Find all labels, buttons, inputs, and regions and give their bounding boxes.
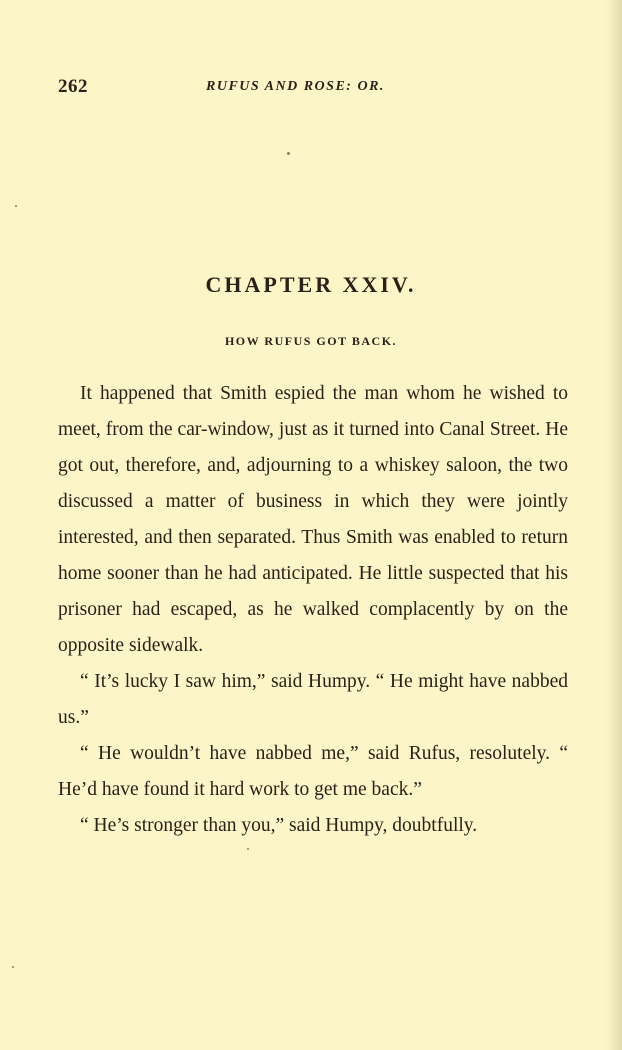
running-head bbox=[58, 76, 438, 102]
paragraph: “ He wouldn’t have nabbed me,” said Rufus, resolutely. “ He’d have found it hard work to get me back.” bbox=[58, 743, 568, 800]
paragraph: It happened that Smith espied the man whom he wished to meet, from the car-window, just as it turned into Canal Street. He got out, therefore, and, adjourning to a whiskey saloon, the two discussed a matter of business in which they were jointly interested, and then separated. Thus Smith was enabled to return home sooner than he had anticipated. He little suspected that his prisoner had escaped, as he walked complacently by on the opposite sidewalk. bbox=[58, 383, 568, 656]
paragraph: “ It’s lucky I saw him,” said Humpy. “ He might have nabbed us.” bbox=[58, 671, 568, 728]
running-title: RUFUS AND ROSE: OR. bbox=[206, 79, 385, 94]
page-number: 262 bbox=[58, 76, 88, 97]
print-speck bbox=[15, 205, 17, 207]
print-speck bbox=[12, 966, 14, 968]
chapter-title: CHAPTER XXIV. bbox=[205, 272, 417, 297]
page-edge-shadow bbox=[606, 0, 622, 1050]
chapter-subtitle: HOW RUFUS GOT BACK. bbox=[224, 334, 398, 348]
print-speck bbox=[247, 848, 249, 850]
print-speck bbox=[287, 152, 290, 155]
body-text bbox=[58, 376, 568, 844]
paragraph: “ He’s stronger than you,” said Humpy, doubtfully. bbox=[80, 815, 478, 836]
